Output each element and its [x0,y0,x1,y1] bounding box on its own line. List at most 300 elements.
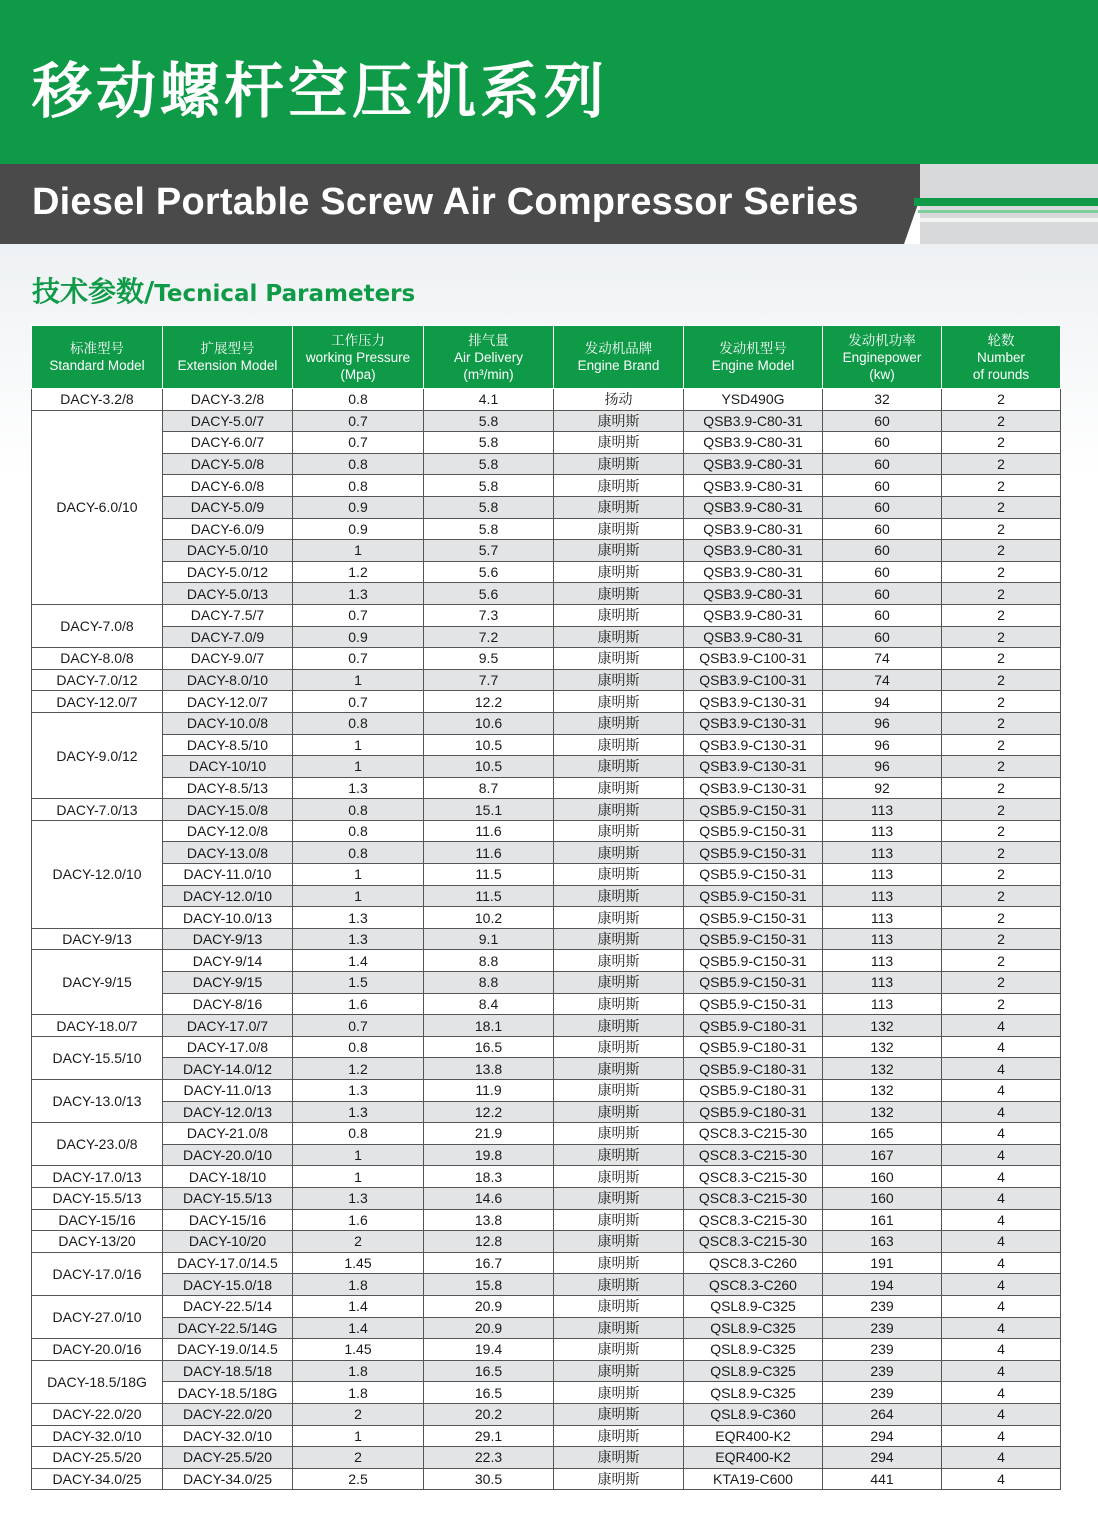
table-row [32,864,1061,886]
table-row [32,453,1061,475]
table-cell: 4 [942,1058,1061,1080]
table-cell: DACY-12.0/13 [163,1101,293,1123]
standard-model-cell: DACY-3.2/8 [32,389,163,411]
table-cell: 60 [823,626,942,648]
table-cell: 康明斯 [554,756,684,778]
table-cell: 2 [942,950,1061,972]
table-cell: DACY-22.5/14G [163,1317,293,1339]
table-cell: 132 [823,1015,942,1037]
table-cell: QSB3.9-C80-31 [684,496,823,518]
table-cell: 60 [823,453,942,475]
table-cell: 239 [823,1382,942,1404]
section-heading-zh: 技术参数/ [32,275,155,308]
table-cell: 康明斯 [554,1447,684,1469]
table-cell: DACY-21.0/8 [163,1123,293,1145]
table-cell: 16.5 [424,1382,554,1404]
table-row [32,518,1061,540]
table-cell: 10.5 [424,756,554,778]
table-cell: QSB5.9-C150-31 [684,820,823,842]
table-row [32,432,1061,454]
table-cell: QSB5.9-C150-31 [684,799,823,821]
column-header-en: Extension Model [177,358,278,373]
table-cell: DACY-8.5/10 [163,734,293,756]
table-cell: DACY-34.0/25 [163,1468,293,1490]
table-cell: DACY-22.0/20 [163,1403,293,1425]
table-cell: DACY-5.0/8 [163,453,293,475]
table-cell: 10.5 [424,734,554,756]
table-cell: 2 [942,756,1061,778]
table-cell: 0.7 [293,1015,424,1037]
table-cell: 康明斯 [554,1209,684,1231]
table-cell: 1.3 [293,928,424,950]
table-cell: 16.7 [424,1252,554,1274]
table-cell: 239 [823,1295,942,1317]
table-cell: DACY-9.0/7 [163,648,293,670]
table-cell: DACY-20.0/10 [163,1144,293,1166]
table-cell: DACY-6.0/8 [163,475,293,497]
table-cell: 160 [823,1166,942,1188]
table-cell: 1 [293,669,424,691]
table-cell: 2 [942,561,1061,583]
table-row [32,1252,1061,1274]
table-cell: QSB3.9-C80-31 [684,604,823,626]
standard-model-cell: DACY-18.5/18G [32,1360,163,1403]
table-cell: EQR400-K2 [684,1447,823,1469]
table-cell: DACY-8.5/13 [163,777,293,799]
table-cell: 2 [942,972,1061,994]
table-cell: 康明斯 [554,972,684,994]
table-cell: 康明斯 [554,1036,684,1058]
table-cell: QSC8.3-C215-30 [684,1209,823,1231]
table-cell: QSB3.9-C100-31 [684,669,823,691]
table-cell: 2 [942,864,1061,886]
table-cell: QSL8.9-C360 [684,1403,823,1425]
table-cell: 10.6 [424,712,554,734]
table-cell: 1.2 [293,561,424,583]
table-cell: 113 [823,993,942,1015]
table-cell: 4 [942,1447,1061,1469]
table-cell: DACY-5.0/10 [163,540,293,562]
table-cell: 1.3 [293,1080,424,1102]
standard-model-cell: DACY-17.0/16 [32,1252,163,1295]
standard-model-cell: DACY-8.0/8 [32,648,163,670]
table-cell: DACY-8.0/10 [163,669,293,691]
table-cell: QSC8.3-C215-30 [684,1231,823,1253]
parameters-table [31,325,1061,1490]
table-cell: DACY-10/10 [163,756,293,778]
table-cell: 4 [942,1101,1061,1123]
table-cell: QSB5.9-C150-31 [684,950,823,972]
table-row [32,1123,1061,1145]
table-cell: 7.7 [424,669,554,691]
table-cell: 1 [293,1144,424,1166]
table-cell: 1.6 [293,993,424,1015]
table-cell: 康明斯 [554,604,684,626]
table-cell: 2 [942,799,1061,821]
table-cell: 康明斯 [554,1231,684,1253]
table-row [32,907,1061,929]
column-header-zh: 排气量 [468,332,509,348]
table-cell: 132 [823,1036,942,1058]
table-cell: DACY-32.0/10 [163,1425,293,1447]
table-cell: QSB3.9-C80-31 [684,475,823,497]
table-cell: 2 [942,518,1061,540]
section-heading-en: Tecnical Parameters [154,281,416,307]
table-cell: QSB3.9-C100-31 [684,648,823,670]
table-row [32,950,1061,972]
table-row [32,583,1061,605]
table-cell: 11.6 [424,842,554,864]
table-cell: 16.5 [424,1360,554,1382]
table-cell: 96 [823,734,942,756]
table-cell: 0.8 [293,1123,424,1145]
table-row [32,1274,1061,1296]
table-row [32,972,1061,994]
table-cell: 22.3 [424,1447,554,1469]
table-cell: 113 [823,950,942,972]
table-cell: 11.6 [424,820,554,842]
column-header-en: Standard Model [49,358,145,373]
table-cell: 1.8 [293,1382,424,1404]
table-cell: 1.8 [293,1274,424,1296]
table-row [32,1447,1061,1469]
table-cell: 0.8 [293,799,424,821]
table-cell: 2 [942,496,1061,518]
table-cell: 康明斯 [554,1166,684,1188]
table-cell: 康明斯 [554,1274,684,1296]
table-row [32,1036,1061,1058]
table-cell: 113 [823,820,942,842]
table-cell: DACY-11.0/10 [163,864,293,886]
column-header-en: Engine Model [711,358,795,373]
table-cell: 1.8 [293,1360,424,1382]
table-cell: QSC8.3-C215-30 [684,1123,823,1145]
standard-model-cell: DACY-25.5/20 [32,1447,163,1469]
table-cell: QSB3.9-C80-31 [684,561,823,583]
table-cell: QSB3.9-C80-31 [684,453,823,475]
table-cell: 2 [942,928,1061,950]
table-cell: 1 [293,885,424,907]
table-cell: QSB3.9-C80-31 [684,583,823,605]
table-cell: 2 [942,475,1061,497]
table-row [32,626,1061,648]
table-row [32,1360,1061,1382]
table-cell: 14.6 [424,1187,554,1209]
column-header-en: Enginepower [842,349,922,365]
table-cell: 74 [823,648,942,670]
accent-stripe [914,198,1098,206]
column-header-zh: 发动机型号 [719,341,787,356]
table-cell: 264 [823,1403,942,1425]
table-cell: 2 [942,907,1061,929]
table-row [32,1425,1061,1447]
table-cell: DACY-6.0/7 [163,432,293,454]
table-cell: 5.8 [424,475,554,497]
table-row [32,669,1061,691]
column-header [163,326,293,389]
accent-stripe [916,218,1098,222]
table-row [32,1144,1061,1166]
table-cell: DACY-15/16 [163,1209,293,1231]
table-cell: 19.8 [424,1144,554,1166]
table-cell: 4 [942,1144,1061,1166]
table-cell: QSB3.9-C80-31 [684,540,823,562]
table-cell: 1.4 [293,1317,424,1339]
table-cell: 康明斯 [554,734,684,756]
standard-model-cell: DACY-12.0/7 [32,691,163,713]
table-cell: QSC8.3-C260 [684,1252,823,1274]
table-cell: QSB5.9-C180-31 [684,1058,823,1080]
table-cell: 60 [823,432,942,454]
column-header [293,326,424,389]
table-cell: 113 [823,907,942,929]
table-cell: 4 [942,1231,1061,1253]
table-cell: 1 [293,864,424,886]
table-cell: DACY-22.5/14 [163,1295,293,1317]
table-row [32,648,1061,670]
table-cell: 康明斯 [554,1252,684,1274]
table-row [32,1231,1061,1253]
standard-model-cell: DACY-15.5/10 [32,1036,163,1079]
column-header [684,326,823,389]
table-cell: 0.9 [293,626,424,648]
table-cell: 60 [823,604,942,626]
table-cell: 0.7 [293,604,424,626]
column-header [554,326,684,389]
column-header-en: Number [976,349,1025,365]
table-cell: 康明斯 [554,950,684,972]
table-cell: 康明斯 [554,561,684,583]
table-cell: 康明斯 [554,669,684,691]
table-cell: 2 [942,583,1061,605]
table-cell: 4 [942,1015,1061,1037]
table-cell: 1.3 [293,1101,424,1123]
standard-model-cell: DACY-9/15 [32,950,163,1015]
column-header [32,326,163,389]
standard-model-cell: DACY-20.0/16 [32,1339,163,1361]
table-cell: 194 [823,1274,942,1296]
table-cell: 5.7 [424,540,554,562]
table-cell: QSB5.9-C180-31 [684,1080,823,1102]
table-cell: QSB5.9-C180-31 [684,1101,823,1123]
table-cell: 11.5 [424,864,554,886]
table-cell: 7.2 [424,626,554,648]
table-cell: 康明斯 [554,820,684,842]
table-cell: 20.9 [424,1295,554,1317]
table-row [32,604,1061,626]
table-cell: QSB5.9-C180-31 [684,1036,823,1058]
table-cell: 113 [823,799,942,821]
table-cell: QSB3.9-C130-31 [684,777,823,799]
table-cell: 5.8 [424,410,554,432]
table-cell: 4 [942,1468,1061,1490]
table-cell: 5.8 [424,496,554,518]
section-heading [32,275,416,308]
table-cell: DACY-14.0/12 [163,1058,293,1080]
table-cell: 2 [942,432,1061,454]
table-cell: DACY-15.0/8 [163,799,293,821]
table-cell: DACY-5.0/12 [163,561,293,583]
table-cell: 0.7 [293,410,424,432]
table-row [32,842,1061,864]
table-cell: 4 [942,1339,1061,1361]
table-cell: 4 [942,1080,1061,1102]
table-cell: 康明斯 [554,712,684,734]
table-cell: DACY-3.2/8 [163,389,293,411]
table-cell: DACY-5.0/9 [163,496,293,518]
column-header-unit: (m³/min) [463,366,514,382]
table-cell: 161 [823,1209,942,1231]
standard-model-cell: DACY-15.5/13 [32,1187,163,1209]
table-cell: 5.6 [424,583,554,605]
table-cell: 康明斯 [554,1123,684,1145]
column-header [823,326,942,389]
table-cell: 20.9 [424,1317,554,1339]
table-cell: DACY-9/13 [163,928,293,950]
table-row [32,1317,1061,1339]
table-cell: 13.8 [424,1209,554,1231]
table-cell: 康明斯 [554,475,684,497]
table-cell: 4 [942,1274,1061,1296]
standard-model-cell: DACY-7.0/13 [32,799,163,821]
table-cell: QSC8.3-C215-30 [684,1166,823,1188]
table-cell: DACY-9/14 [163,950,293,972]
table-cell: 4 [942,1425,1061,1447]
table-cell: 康明斯 [554,453,684,475]
table-cell: 60 [823,540,942,562]
table-cell: 441 [823,1468,942,1490]
table-cell: QSL8.9-C325 [684,1339,823,1361]
table-cell: 60 [823,583,942,605]
table-cell: 60 [823,561,942,583]
table-row [32,820,1061,842]
standard-model-cell: DACY-13.0/13 [32,1080,163,1123]
table-cell: 0.8 [293,820,424,842]
table-cell: QSL8.9-C325 [684,1360,823,1382]
table-cell: 康明斯 [554,432,684,454]
table-cell: 2 [942,885,1061,907]
table-cell: KTA19-C600 [684,1468,823,1490]
table-cell: 康明斯 [554,1144,684,1166]
table-cell: 4 [942,1036,1061,1058]
table-cell: DACY-12.0/8 [163,820,293,842]
table-cell: 5.8 [424,518,554,540]
table-cell: 康明斯 [554,907,684,929]
table-cell: 4 [942,1295,1061,1317]
table-cell: 0.7 [293,432,424,454]
parameters-table-container [31,325,1060,1490]
table-cell: 康明斯 [554,1360,684,1382]
table-cell: 2 [942,842,1061,864]
standard-model-cell: DACY-22.0/20 [32,1403,163,1425]
table-cell: 0.9 [293,518,424,540]
table-cell: QSC8.3-C260 [684,1274,823,1296]
table-row [32,1382,1061,1404]
table-cell: DACY-15.0/18 [163,1274,293,1296]
table-cell: 康明斯 [554,799,684,821]
page-subtitle: Diesel Portable Screw Air Compressor Series [32,181,859,223]
table-cell: 0.8 [293,1036,424,1058]
table-cell: 74 [823,669,942,691]
table-cell: 2 [942,626,1061,648]
table-cell: DACY-19.0/14.5 [163,1339,293,1361]
column-header-unit: (Mpa) [340,366,376,382]
table-cell: 294 [823,1447,942,1469]
table-cell: 167 [823,1144,942,1166]
table-cell: 60 [823,496,942,518]
table-cell: 康明斯 [554,1317,684,1339]
table-cell: 2 [293,1403,424,1425]
table-cell: DACY-12.0/10 [163,885,293,907]
table-cell: 2 [942,669,1061,691]
table-cell: DACY-7.5/7 [163,604,293,626]
table-cell: 60 [823,518,942,540]
table-cell: 163 [823,1231,942,1253]
table-row [32,475,1061,497]
table-cell: YSD490G [684,389,823,411]
column-header-zh: 扩展型号 [200,341,255,356]
page-title: 移动螺杆空压机系列 [32,57,608,127]
table-cell: DACY-17.0/7 [163,1015,293,1037]
column-header [424,326,554,389]
table-cell: 60 [823,475,942,497]
table-cell: 92 [823,777,942,799]
table-row [32,410,1061,432]
table-cell: 113 [823,842,942,864]
table-cell: 8.8 [424,972,554,994]
table-cell: 康明斯 [554,626,684,648]
table-cell: 239 [823,1360,942,1382]
table-cell: QSB5.9-C150-31 [684,993,823,1015]
table-cell: 5.6 [424,561,554,583]
table-cell: 1.45 [293,1252,424,1274]
table-cell: 0.9 [293,496,424,518]
standard-model-cell: DACY-9.0/12 [32,712,163,798]
table-cell: DACY-15.5/13 [163,1187,293,1209]
table-cell: 康明斯 [554,842,684,864]
table-cell: 1.5 [293,972,424,994]
table-cell: QSB5.9-C180-31 [684,1015,823,1037]
table-cell: 15.8 [424,1274,554,1296]
table-cell: 132 [823,1101,942,1123]
table-cell: QSL8.9-C325 [684,1382,823,1404]
table-cell: DACY-6.0/9 [163,518,293,540]
table-cell: 2 [942,820,1061,842]
table-row [32,734,1061,756]
table-cell: 96 [823,712,942,734]
table-row [32,1166,1061,1188]
table-cell: 康明斯 [554,540,684,562]
table-cell: DACY-7.0/9 [163,626,293,648]
table-cell: 2 [293,1231,424,1253]
table-cell: 113 [823,972,942,994]
table-cell: 19.4 [424,1339,554,1361]
table-row [32,1468,1061,1490]
table-cell: QSB3.9-C130-31 [684,756,823,778]
table-cell: 0.8 [293,475,424,497]
table-row [32,1339,1061,1361]
table-row [32,691,1061,713]
table-cell: 12.2 [424,691,554,713]
table-cell: 1 [293,734,424,756]
table-cell: 2 [942,389,1061,411]
column-header-zh: 发动机品牌 [584,341,653,356]
table-cell: 294 [823,1425,942,1447]
standard-model-cell: DACY-9/13 [32,928,163,950]
table-cell: 康明斯 [554,1015,684,1037]
table-cell: 10.2 [424,907,554,929]
table-cell: 29.1 [424,1425,554,1447]
